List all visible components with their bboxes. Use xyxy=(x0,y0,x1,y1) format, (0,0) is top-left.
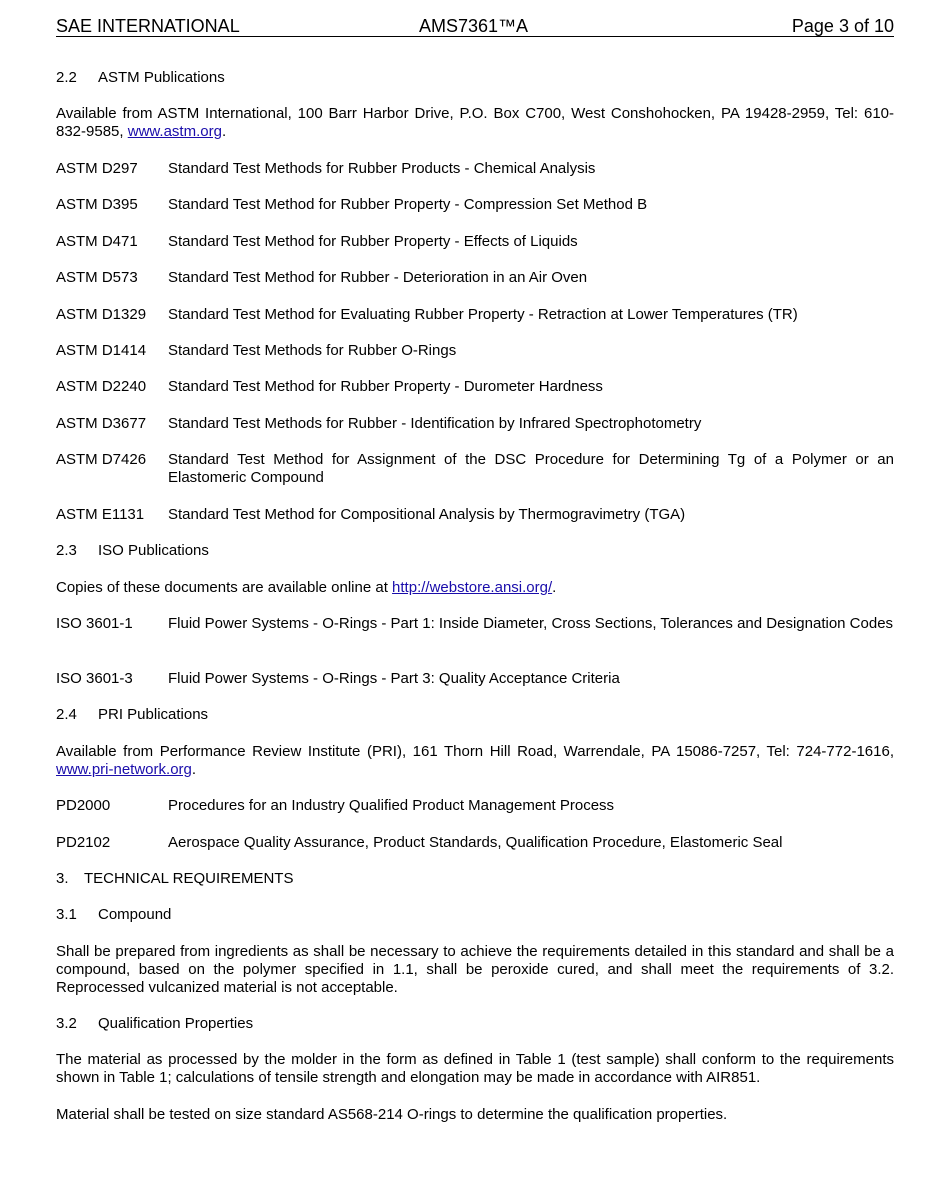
header-doc-id: AMS7361™A xyxy=(419,16,529,36)
reference-entry xyxy=(56,451,894,487)
reference-id: ASTM D395 xyxy=(56,196,138,213)
section-heading-2-4 xyxy=(56,706,208,724)
section-title: Compound xyxy=(98,906,172,923)
reference-id: ASTM D1414 xyxy=(56,342,147,359)
section-heading-2-3 xyxy=(56,542,209,560)
reference-id: ASTM D471 xyxy=(56,233,138,250)
pri-network-link[interactable]: www.pri-network.org xyxy=(56,761,192,778)
reference-entry xyxy=(56,342,894,360)
reference-id: ISO 3601-3 xyxy=(56,670,133,687)
reference-description: Standard Test Method for Rubber Property - Effects of Liquids xyxy=(168,233,578,250)
reference-id: ASTM D3677 xyxy=(56,415,147,432)
availability-text: Available from ASTM International, 100 Barr Harbor Drive, P.O. Box C700, West Conshohocken, PA 19428-2959, Tel: 610-832-9585, xyxy=(56,105,894,140)
reference-id: ASTM D297 xyxy=(56,160,138,177)
astm-link[interactable]: www.astm.org xyxy=(127,123,222,140)
qualification-paragraph-1: The material as processed by the molder in the form as defined in Table 1 (test sample) shall conform to the requirements shown in Table 1; calculations of tensile strength and elongation may be made in accordance with AIR851. xyxy=(56,1051,894,1086)
section-number: 3.2 xyxy=(56,1015,77,1032)
header-org: SAE INTERNATIONAL xyxy=(56,16,240,36)
reference-description: Standard Test Methods for Rubber O-Rings xyxy=(168,342,457,359)
reference-description: Standard Test Method for Rubber - Deterioration in an Air Oven xyxy=(168,269,588,286)
reference-id: ASTM D7426 xyxy=(56,451,147,468)
reference-entry xyxy=(56,670,894,688)
reference-description: Standard Test Methods for Rubber - Identification by Infrared Spectrophotometry xyxy=(168,415,702,432)
reference-entry xyxy=(56,306,894,324)
section-heading-3-1 xyxy=(56,906,171,924)
reference-description: Fluid Power Systems - O-Rings - Part 3: Quality Acceptance Criteria xyxy=(168,670,620,687)
header-page-number: Page 3 of 10 xyxy=(791,16,894,36)
reference-id: PD2102 xyxy=(56,834,111,851)
reference-entry xyxy=(56,834,894,852)
reference-entry xyxy=(56,269,894,287)
reference-description: Standard Test Method for Rubber Property - Durometer Hardness xyxy=(168,378,603,395)
section-heading-3 xyxy=(56,870,293,888)
compound-paragraph: Shall be prepared from ingredients as shall be necessary to achieve the requirements detailed in this standard and shall be a compound, based on the polymer specified in 1.1, shall be peroxide cured, and shall meet the requirements of 3.2. Reprocessed vulcanized material is not acceptable. xyxy=(56,943,894,996)
reference-description: Fluid Power Systems - O-Rings - Part 1: Inside Diameter, Cross Sections, Tolerances and Designation Codes xyxy=(168,615,894,632)
astm-availability-paragraph: Available from ASTM International, 100 Barr Harbor Drive, P.O. Box C700, West Conshohocken, PA 19428-2959, Tel: 610-832-9585, www.astm.org. xyxy=(56,105,894,140)
reference-description: Procedures for an Industry Qualified Product Management Process xyxy=(168,797,615,814)
reference-description: Aerospace Quality Assurance, Product Standards, Qualification Procedure, Elastomeric Seal xyxy=(168,834,783,851)
section-number: 2.2 xyxy=(56,69,77,86)
section-title: TECHNICAL REQUIREMENTS xyxy=(84,870,294,887)
reference-id: ISO 3601-1 xyxy=(56,615,133,632)
reference-description: Standard Test Method for Assignment of the DSC Procedure for Determining Tg of a Polymer or an Elastomeric Compound xyxy=(168,451,894,486)
page-header xyxy=(56,14,894,37)
ansi-webstore-link[interactable]: http://webstore.ansi.org/ xyxy=(392,579,553,596)
availability-text: Available from Performance Review Institute (PRI), 161 Thorn Hill Road, Warrendale, PA 15086-7257, Tel: 724-772-1616, xyxy=(56,743,894,760)
reference-description: Standard Test Methods for Rubber Products - Chemical Analysis xyxy=(168,160,596,177)
section-number: 3.1 xyxy=(56,906,77,923)
reference-entry xyxy=(56,378,894,396)
reference-id: ASTM D2240 xyxy=(56,378,147,395)
reference-description: Standard Test Method for Evaluating Rubber Property - Retraction at Lower Temperatures (TR) xyxy=(168,306,798,323)
reference-entry xyxy=(56,797,894,815)
section-title: Qualification Properties xyxy=(98,1015,254,1032)
section-number: 2.4 xyxy=(56,706,77,723)
reference-entry xyxy=(56,233,894,251)
section-number: 2.3 xyxy=(56,542,77,559)
reference-id: ASTM D1329 xyxy=(56,306,147,323)
section-heading-3-2 xyxy=(56,1015,253,1033)
iso-availability-paragraph: Copies of these documents are available online at http://webstore.ansi.org/. xyxy=(56,579,557,596)
section-title: ISO Publications xyxy=(98,542,209,559)
reference-id: ASTM D573 xyxy=(56,269,138,286)
reference-description: Standard Test Method for Compositional Analysis by Thermogravimetry (TGA) xyxy=(168,506,686,523)
qualification-paragraph-2: Material shall be tested on size standard AS568-214 O-rings to determine the qualification properties. xyxy=(56,1106,728,1123)
reference-entry xyxy=(56,160,894,178)
pri-availability-paragraph: Available from Performance Review Institute (PRI), 161 Thorn Hill Road, Warrendale, PA 15086-7257, Tel: 724-772-1616, www.pri-network.org. xyxy=(56,743,894,778)
section-title: PRI Publications xyxy=(98,706,209,723)
reference-entry xyxy=(56,506,894,524)
reference-description: Standard Test Method for Rubber Property - Compression Set Method B xyxy=(168,196,648,213)
reference-entry xyxy=(56,415,894,433)
reference-entry xyxy=(56,196,894,214)
availability-text: Copies of these documents are available online at xyxy=(56,579,388,596)
reference-entry xyxy=(56,615,894,633)
reference-id: PD2000 xyxy=(56,797,111,814)
section-number: 3. xyxy=(56,870,69,887)
reference-id: ASTM E1131 xyxy=(56,506,145,523)
section-heading-2-2 xyxy=(56,69,225,87)
section-title: ASTM Publications xyxy=(98,69,225,86)
